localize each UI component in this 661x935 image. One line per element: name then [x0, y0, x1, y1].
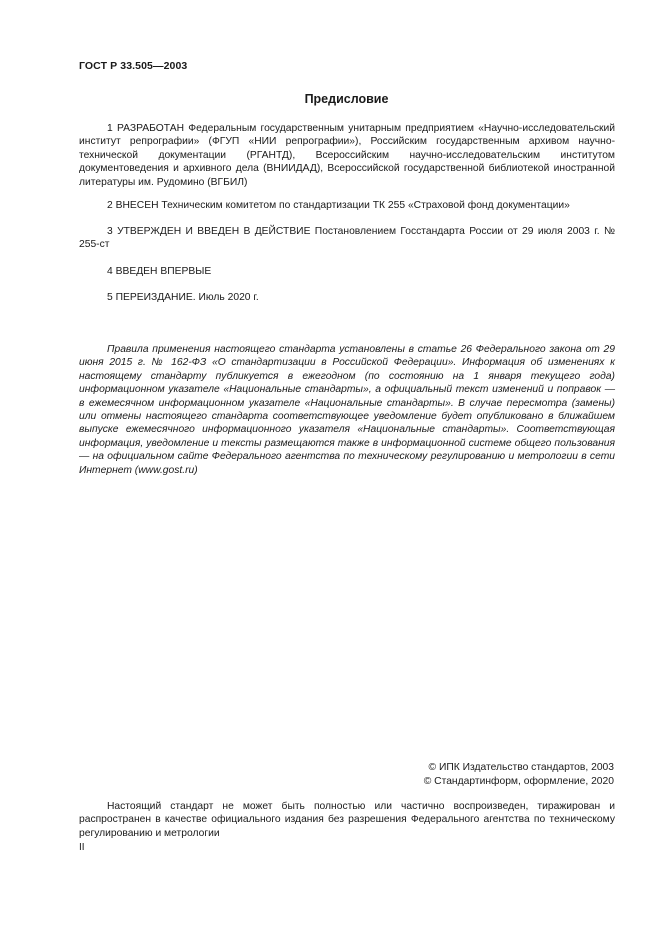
reproduction-notice: Настоящий стандарт не может быть полностью или частично воспроизведен, тиражирован и распространен в качестве официального издания без разрешения Федерального агентства по техническому регулированию и метрологии: [79, 801, 615, 839]
paragraph-reissue: 5 ПЕРЕИЗДАНИЕ. Июль 2020 г.: [107, 292, 259, 303]
page-number: II: [79, 842, 85, 853]
paragraph-first-introduced: 4 ВВЕДЕН ВПЕРВЫЕ: [107, 266, 212, 277]
paragraph-developed: 1 РАЗРАБОТАН Федеральным государственным унитарным предприятием «Научно-исследовательский институт репрографии» (ФГУП «НИИ репрографии»), Российским государственным архивом научно-технической документации (РГАНТД), Всероссийским научно-исследовательским институтом документоведения и архивного дела (ВНИИДАД), Всероссийской государственной библиотекой иностранной литературы им. Рудомино (ВГБИЛ): [79, 123, 615, 188]
copyright-line: © ИПК Издательство стандартов, 2003: [428, 762, 614, 773]
page-title: Предисловие: [304, 92, 389, 106]
paragraph-introduced: 2 ВНЕСЕН Техническим комитетом по стандартизации ТК 255 «Страховой фонд документации»: [107, 200, 570, 211]
copyright-line: © Стандартинформ, оформление, 2020: [423, 776, 614, 787]
paragraph-approved: 3 УТВЕРЖДЕН И ВВЕДЕН В ДЕЙСТВИЕ Постановлением Госстандарта России от 29 июля 2003 г. № 255-ст: [79, 226, 615, 251]
application-rules-notice: Правила применения настоящего стандарта установлены в статье 26 Федерального закона от 29 июня 2015 г. № 162-ФЗ «О стандартизации в Российской Федерации». Информация об изменениях к настоящему стандарту публикуется в ежегодном (по состоянию на 1 января текущего года) информационном указателе «Национальные стандарты», а официальный текст изменений и поправок — в ежемесячном информационном указателе «Национальные стандарты». В случае пересмотра (замены) или отмены настоящего стандарта соответствующее уведомление будет опубликовано в ближайшем выпуске ежемесячного информационного указателя «Национальные стандарты». Соответствующая информация, уведомление и тексты размещаются также в информационной системе общего пользования — на официальном сайте Федерального агентства по техническому регулированию и метрологии в сети Интернет (www.gost.ru): [79, 344, 615, 476]
standard-code: ГОСТ Р 33.505—2003: [79, 60, 188, 72]
